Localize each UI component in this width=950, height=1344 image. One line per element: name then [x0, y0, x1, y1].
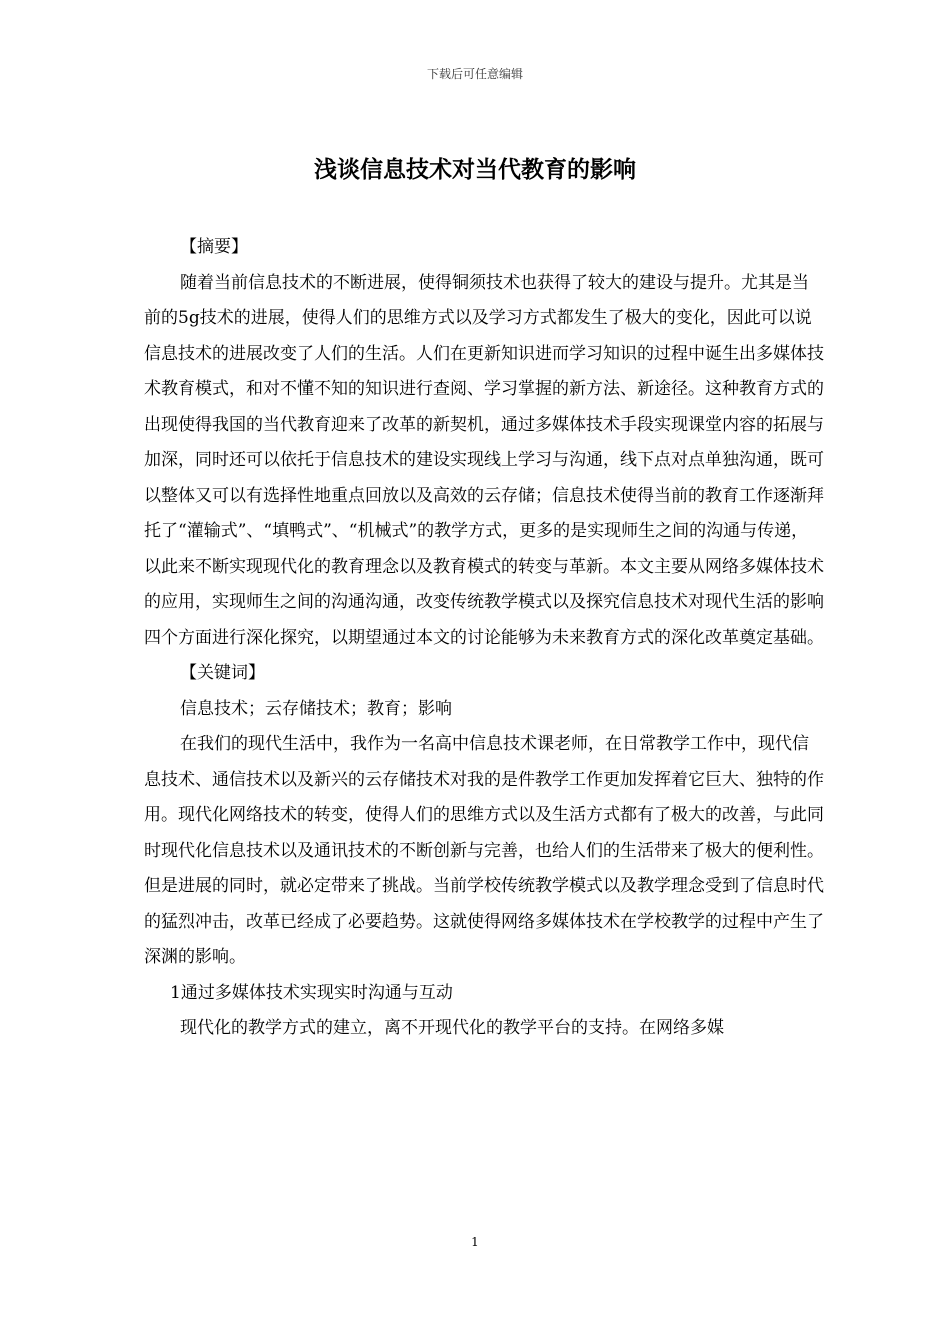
keywords-heading: 【关键词】: [180, 663, 265, 683]
intro-paragraph: 在我们的现代生活中，我作为一名高中信息技术课老师，在日常教学工作中，现代信息技术、通信技术以及新兴的云存储技术对我的是件教学工作更加发挥着它巨大、独特的作用。现代化网络技术的转变，使得人们的思维方式以及生活方式都有了极大的改善，与此同时现代化信息技术以及通讯技术的不断创新与完善，也给人们的生活带来了极大的便利性。但是进展的同时，就必定带来了挑战。当前学校传统教学模式以及教学理念受到了信息时代的猛烈冲击，改革已经成了必要趋势。这就使得网络多媒体技术在学校教学的过程中产生了深渊的影响。: [144, 734, 824, 967]
section-heading: 1通过多媒体技术实现实时沟通与互动: [170, 982, 453, 1003]
document-body: [144, 230, 824, 1047]
abstract-paragraph: 随着当前信息技术的不断进展，使得铜须技术也获得了较大的建设与提升。尤其是当前的5g技术的进展，使得人们的思维方式以及学习方式都发生了极大的变化，因此可以说信息技术的进展改变了人们的生活。人们在更新知识进而学习知识的过程中诞生出多媒体技术教育模式，和对不懂不知的知识进行查阅、学习掌握的新方法、新途径。这种教育方式的出现使得我国的当代教育迎来了改革的新契机，通过多媒体技术手段实现课堂内容的拓展与加深，同时还可以依托于信息技术的建设实现线上学习与沟通，线下点对点单独沟通，既可以整体又可以有选择性地重点回放以及高效的云存储；信息技术使得当前的教育工作逐渐拜托了“灌输式”、“填鸭式”、“机械式”的教学方式，更多的是实现师生之间的沟通与传递，以此来不断实现现代化的教育理念以及教育模式的转变与革新。本文主要从网络多媒体技术的应用，实现师生之间的沟通沟通，改变传统教学模式以及探究信息技术对现代生活的影响四个方面进行深化探究，以期望通过本文的讨论能够为未来教育方式的深化改革奠定基础。: [144, 272, 824, 648]
page-number: 1: [471, 1235, 479, 1249]
keywords-paragraph: 信息技术；云存储技术；教育；影响: [180, 698, 452, 719]
document-title: 浅谈信息技术对当代教育的影响: [314, 156, 636, 183]
page-header: 下载后可任意编辑: [426, 67, 523, 81]
section-paragraph: 现代化的教学方式的建立，离不开现代化的教学平台的支持。在网络多媒: [180, 1018, 724, 1038]
abstract-heading: 【摘要】: [180, 237, 248, 257]
